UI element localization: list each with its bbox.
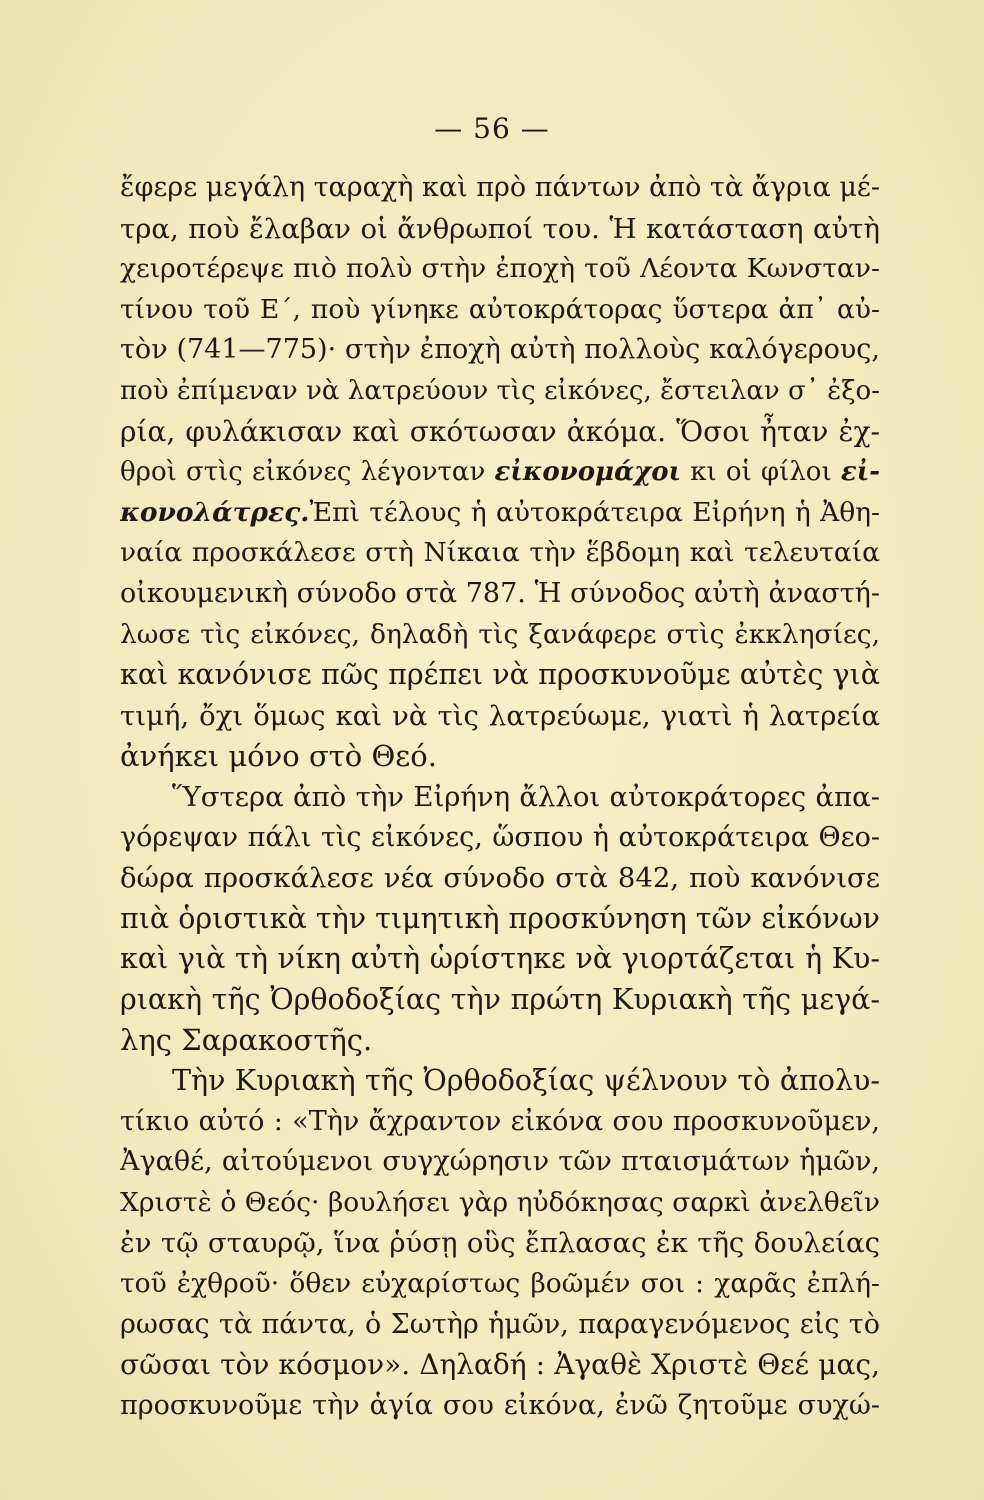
text-line: οἰκουμενικὴ σύνοδο στὰ 787. Ἡ σύνοδος αὐτὴ ἀναστή- xyxy=(120,577,880,609)
text-line: ποὺ ἐπίμεναν νὰ λατρεύουν τὶς εἰκόνες, ἔστειλαν σ᾽ ἐξο- xyxy=(120,375,880,406)
text-line: ρωσας τὰ πάντα, ὁ Σωτὴρ ἡμῶν, παραγενόμενος εἰς τὸ xyxy=(120,1308,880,1340)
emphasized-term-iconophiles-end: κονολάτρες. xyxy=(120,496,310,528)
text-segment: θροὶ στὶς εἰκόνες λέγονταν xyxy=(120,457,495,488)
text-line: ναία προσκάλεσε στὴ Νίκαια τὴν ἕβδομη καὶ τελευταία xyxy=(120,537,880,569)
body-text xyxy=(120,168,880,1426)
page-number: — 56 — xyxy=(434,112,550,145)
text-line: τὸν (741—775)· στὴν ἐποχὴ αὐτὴ πολλοὺς καλόγερους, xyxy=(120,334,880,366)
text-line: γόρεψαν πάλι τὶς εἰκόνες, ὥσπου ἡ αὐτοκράτειρα Θεο- xyxy=(120,821,880,853)
text-line: τοῦ ἐχθροῦ· ὅθεν εὐχαρίστως βοῶμέν σοι : χαρᾶς ἐπλή- xyxy=(120,1268,880,1300)
text-segment: κι οἱ φίλοι xyxy=(681,457,841,488)
text-line: καὶ γιὰ τὴ νίκη αὐτὴ ὡρίστηκε νὰ γιορτάζεται ἡ Κυ- xyxy=(120,942,880,976)
text-line: λης Σαρακοστῆς. xyxy=(120,1023,373,1058)
text-line: ἐν τῷ σταυρῷ, ἵνα ῥύσῃ οὓς ἔπλασας ἐκ τῆς δουλείας xyxy=(120,1227,880,1260)
emphasized-term-iconophiles-start: εἰ- xyxy=(840,457,880,488)
text-line: ἀνήκει μόνο στὸ Θεό. xyxy=(120,739,437,774)
text-line: τρα, ποὺ ἔλαβαν οἱ ἄνθρωποί του. Ἡ κατάσταση αὐτὴ xyxy=(120,212,880,245)
paragraph-first-line: Ὕστερα ἀπὸ τὴν Εἰρήνη ἄλλοι αὐτοκράτορες ἀπα- xyxy=(172,780,880,813)
text-line: λωσε τὶς εἰκόνες, δηλαδὴ τὶς ξανάφερε στὶς ἐκκλησίες, xyxy=(120,618,880,650)
text-line: ριακὴ τῆς Ὀρθοδοξίας τὴν πρώτη Κυριακὴ τῆς μεγά- xyxy=(120,982,880,1016)
text-line: προσκυνοῦμε τὴν ἁγία σου εἰκόνα, ἐνῶ ζητοῦμε συχώ- xyxy=(120,1389,880,1421)
text-line xyxy=(120,452,880,493)
text-segment: Ἐπὶ τέλους ἡ αὐτοκράτειρα Εἰρήνη ἡ Ἀθη- xyxy=(309,496,880,528)
text-line: ἔφερε μεγάλη ταραχὴ καὶ πρὸ πάντων ἀπὸ τὰ ἄγρια μέ- xyxy=(120,172,880,203)
text-line: Ἀγαθέ, αἰτούμενοι συγχώρησιν τῶν πταισμάτων ἡμῶν, xyxy=(120,1146,880,1178)
text-line: δώρα προσκάλεσε νέα σύνοδο στὰ 842, ποὺ κανόνισε xyxy=(120,862,880,895)
paragraph-first-line: Τὴν Κυριακὴ τῆς Ὀρθοδοξίας ψέλνουν τὸ ἀπολυ- xyxy=(172,1064,880,1098)
text-line: τιμή, ὄχι ὅμως καὶ νὰ τὶς λατρεύωμε, γιατὶ ἡ λατρεία xyxy=(120,699,880,732)
text-line: Χριστὲ ὁ Θεός· βουλήσει γὰρ ηὐδόκησας σαρκὶ ἀνελθεῖν xyxy=(120,1186,880,1218)
text-line: καὶ κανόνισε πῶς πρέπει νὰ προσκυνοῦμε αὐτὲς γιὰ xyxy=(120,658,880,692)
text-line: τίνου τοῦ Ε΄, ποὺ γίνηκε αὐτοκράτορας ὕστερα ἀπ᾽ αὐ- xyxy=(120,293,880,325)
text-line xyxy=(120,493,880,534)
text-line: ρία, φυλάκισαν καὶ σκότωσαν ἀκόμα. Ὅσοι ἦταν ἐχ- xyxy=(120,414,880,448)
emphasized-term-iconoclasts: εἰκονομάχοι xyxy=(494,457,682,488)
text-line: τίκιο αὐτό : «Τὴν ἄχραντον εἰκόνα σου προσκυνοῦμεν, xyxy=(120,1105,880,1137)
text-line: πιὰ ὁριστικὰ τὴν τιμητικὴ προσκύνηση τῶν εἰκόνων xyxy=(120,901,880,935)
text-line: χειροτέρεψε πιὸ πολὺ στὴν ἐποχὴ τοῦ Λέοντα Κωνσταν- xyxy=(120,253,880,285)
text-line: σῶσαι τὸν κόσμον». Δηλαδή : Ἀγαθὲ Χριστὲ Θεέ μας, xyxy=(120,1348,880,1382)
